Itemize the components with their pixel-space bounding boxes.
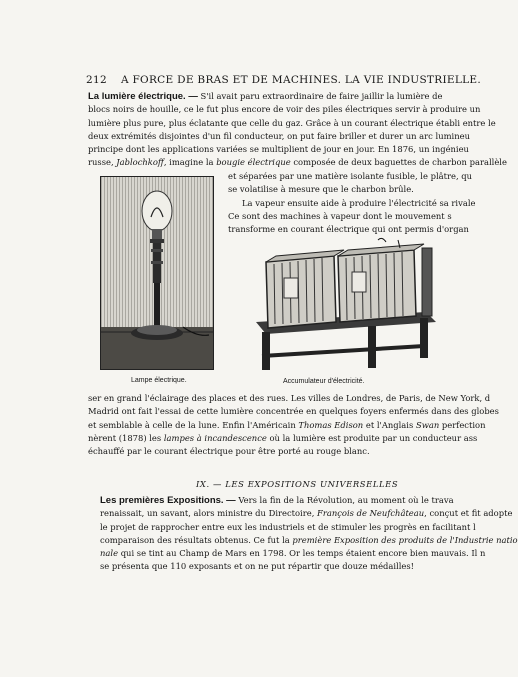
text-fragment: où la lumière est produite par un conducteur ass bbox=[266, 432, 478, 443]
text-fragment: nèrent (1878) les bbox=[88, 432, 164, 443]
text-line: le projet de rapprocher entre eux les industriels et de stimuler les progrès en facilitant l bbox=[100, 521, 476, 532]
italic-term: première Exposition des produits de l'Industrie natio bbox=[292, 534, 518, 545]
text-fragment: et semblable à celle de la lune. Enfin l'Américain bbox=[88, 419, 299, 430]
page-header bbox=[86, 74, 500, 86]
text-line: Madrid ont fait l'essai de cette lumière concentrée en quelques foyers enfermés dans des globes bbox=[88, 406, 499, 417]
running-title: A FORCE DE BRAS ET DE MACHINES. LA VIE INDUSTRIELLE. bbox=[120, 74, 482, 86]
text-line: échauffé par le courant électrique pour être porté au rouge blanc. bbox=[88, 446, 370, 457]
text-fragment: composée de deux baguettes de charbon parallèle bbox=[290, 157, 507, 168]
section-heading-electric-light: La lumière électrique. — bbox=[88, 91, 198, 102]
paragraph-beside-lamp bbox=[228, 170, 476, 236]
paragraph-electric-light-intro bbox=[88, 90, 507, 170]
text-line: et séparées par une matière isolante fusible, le plâtre, qu bbox=[228, 171, 473, 181]
italic-term: lampes à incandescence bbox=[163, 432, 267, 443]
accumulator-illustration bbox=[248, 238, 440, 374]
text-line: ser en grand l'éclairage des places et des rues. Les villes de Londres, de Paris, de New York, d bbox=[88, 393, 491, 403]
person-name: Thomas Edison bbox=[298, 419, 364, 430]
text-line: principe dont les applications variées se multiplient de jour en jour. En 1876, un ingénieu bbox=[88, 144, 469, 155]
italic-term: nale bbox=[100, 548, 119, 559]
text-fragment: perfection bbox=[439, 419, 486, 430]
person-name: Jablochkoff bbox=[116, 157, 164, 168]
text-line: S'il avait paru extraordinaire de faire jaillir la lumière de bbox=[200, 91, 443, 101]
text-line: blocs noirs de houille, ce le fut plus encore de voir des piles électriques servir à produire un bbox=[88, 104, 481, 115]
person-name: François de Neufchâteau bbox=[317, 508, 425, 519]
text-line: se présenta que 110 exposants et on ne put répartir que douze médailles! bbox=[100, 561, 415, 572]
lamp-illustration bbox=[100, 176, 214, 370]
paragraph-first-expositions bbox=[100, 494, 518, 574]
accumulator-caption: Accumulateur d'électricité. bbox=[283, 378, 365, 385]
text-fragment: comparaison des résultats obtenus. Ce fut la bbox=[100, 534, 293, 545]
person-name: Swan bbox=[415, 419, 440, 430]
text-fragment: qui se tint au Champ de Mars en 1798. Or les temps étaient encore bien mauvais. Il n bbox=[118, 548, 486, 559]
text-fragment: , imagine la bbox=[163, 157, 217, 168]
text-fragment: , conçut et fit adopte bbox=[424, 508, 513, 519]
text-fragment: renaissait, un savant, alors ministre du Directoire, bbox=[100, 508, 318, 519]
lamp-caption: Lampe électrique. bbox=[131, 377, 187, 384]
section-heading-first-expositions: Les premières Expositions. — bbox=[100, 495, 236, 506]
italic-term: bougie électrique bbox=[216, 157, 291, 168]
text-fragment: et l'Anglais bbox=[363, 419, 416, 430]
text-line: Ce sont des machines à vapeur dont le mouvement s bbox=[228, 210, 452, 221]
text-line: La vapeur ensuite aide à produire l'électricité sa rivale bbox=[242, 197, 476, 208]
text-line: lumière plus pure, plus éclatante que celle du gaz. Grâce à un courant électrique établi entre le bbox=[88, 117, 496, 128]
section-title-expositions: IX. — LES EXPOSITIONS UNIVERSELLES bbox=[196, 479, 399, 489]
paragraph-electric-light-cities bbox=[88, 392, 499, 458]
text-line: se volatilise à mesure que le charbon brûle. bbox=[228, 184, 414, 195]
text-fragment: Vers la fin de la Révolution, au moment où le trava bbox=[238, 495, 454, 505]
page-number: 212 bbox=[86, 74, 107, 86]
text-line: deux extrémités disjointes d'un fil conducteur, on put faire briller et durer un arc lumineu bbox=[88, 130, 470, 141]
text-fragment: russe, bbox=[88, 157, 117, 168]
text-line: transforme en courant électrique qui ont permis d'organ bbox=[228, 224, 469, 235]
